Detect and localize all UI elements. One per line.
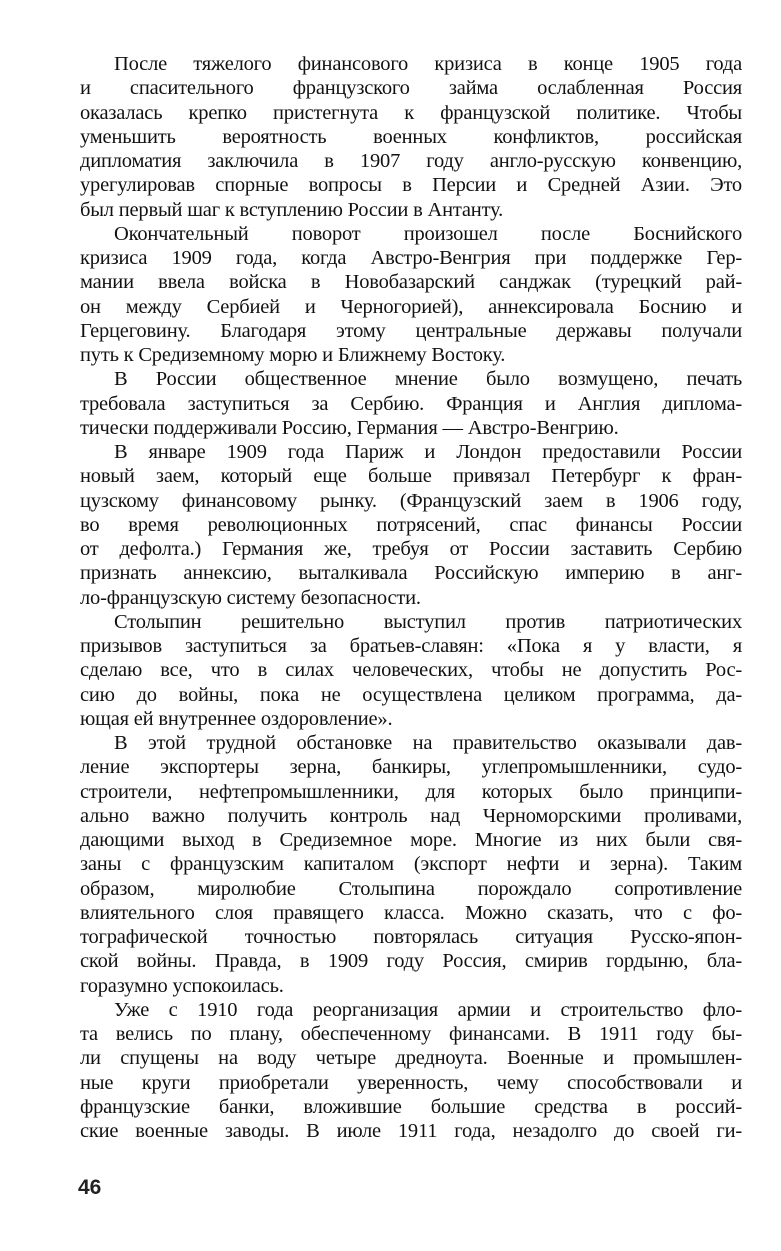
- text-line: влиятельного слоя правящего класса. Можно сказать, что с фо-: [80, 901, 742, 924]
- text-line: Уже с 1910 года реорганизация армии и строительство фло-: [114, 998, 742, 1021]
- text-line: ющая ей внутреннее оздоровление».: [80, 707, 393, 730]
- text-line: горазумно успокоилась.: [80, 974, 284, 997]
- text-line: тически поддерживали Россию, Германия — Австро-Венгрию.: [80, 416, 619, 439]
- paragraph: [80, 52, 742, 222]
- text-line: ские военные заводы. В июле 1911 года, незадолго до своей ги-: [80, 1120, 742, 1142]
- text-line: образом, миролюбие Столыпина порождало сопротивление: [80, 877, 742, 900]
- paragraph: [80, 731, 742, 998]
- text-line: кризиса 1909 года, когда Австро-Венгрия при поддержке Гер-: [80, 247, 742, 269]
- text-line: от дефолта.) Германия же, требуя от России заставить Сербию: [80, 538, 742, 560]
- text-line: дипломатия заключила в 1907 году англо-русскую конвенцию,: [80, 150, 742, 172]
- text-line: ление экспортеры зерна, банкиры, углепромышленники, судо-: [80, 756, 742, 779]
- paragraph: [80, 222, 742, 368]
- text-line: Окончательный поворот произошел после Боснийского: [114, 222, 742, 245]
- text-line: он между Сербией и Черногорией), аннексировала Боснию и: [80, 295, 742, 318]
- text-line: После тяжелого финансового кризиса в конце 1905 года: [114, 53, 742, 75]
- text-line: ло-французскую систему безопасности.: [80, 586, 421, 609]
- text-line: путь к Средиземному морю и Ближнему Востоку.: [80, 344, 506, 366]
- text-line: требовала заступиться за Сербию. Франция и Англия диплома-: [80, 392, 742, 415]
- page-number: 46: [78, 1176, 102, 1199]
- text-line: новый заем, который еще больше привязал Петербург к фран-: [80, 465, 742, 488]
- text-line: признать аннексию, выталкивала Российскую империю в анг-: [80, 562, 742, 585]
- text-line: тографической точностью повторялась ситуация Русско-япон-: [80, 926, 742, 948]
- page-body-text: [80, 52, 742, 1143]
- text-line: французские банки, вложившие большие средства в россий-: [80, 1095, 742, 1118]
- text-line: заны с французским капиталом (экспорт нефти и зерна). Таким: [80, 853, 742, 876]
- text-line: та велись по плану, обеспеченному финансами. В 1911 году бы-: [80, 1023, 742, 1045]
- text-line: ли спущены на воду четыре дредноута. Военные и промышлен-: [80, 1047, 742, 1070]
- text-line: призывов заступиться за братьев-славян: «Пока я у власти, я: [80, 635, 742, 657]
- paragraph: [80, 440, 742, 610]
- text-line: ской войны. Правда, в 1909 году Россия, смирив гордыню, бла-: [80, 950, 742, 973]
- text-line: В этой трудной обстановке на правительство оказывали дав-: [114, 732, 742, 754]
- text-line: Герцеговину. Благодаря этому центральные державы получали: [80, 319, 742, 342]
- text-line: во время революционных потрясений, спас финансы России: [80, 513, 742, 536]
- text-line: дающими выход в Средиземное море. Многие из них были свя-: [80, 829, 742, 851]
- text-line: оказалась крепко пристегнута к французской политике. Чтобы: [80, 101, 742, 124]
- text-line: ально важно получить контроль над Черноморскими проливами,: [80, 804, 742, 827]
- text-line: сделаю все, что в силах человеческих, чтобы не допустить Рос-: [80, 659, 742, 682]
- text-line: строители, нефтепромышленники, для которых было принципи-: [80, 780, 742, 803]
- text-line: ные круги приобретали уверенность, чему способствовали и: [80, 1071, 742, 1094]
- paragraph: [80, 610, 742, 731]
- text-line: В январе 1909 года Париж и Лондон предоставили России: [114, 441, 742, 463]
- text-line: Столыпин решительно выступил против патриотических: [114, 610, 742, 633]
- text-line: уменьшить вероятность военных конфликтов, российская: [80, 125, 742, 148]
- text-line: цузскому финансовому рынку. (Французский заем в 1906 году,: [80, 489, 742, 512]
- text-line: В России общественное мнение было возмущено, печать: [114, 368, 742, 391]
- text-line: мании ввела войска в Новобазарский санджак (турецкий рай-: [80, 271, 742, 294]
- text-line: и спасительного французского займа ослабленная Россия: [80, 77, 742, 100]
- paragraph: [80, 998, 742, 1144]
- text-line: был первый шаг к вступлению России в Антанту.: [80, 198, 503, 221]
- paragraph: [80, 367, 742, 440]
- text-line: сию до войны, пока не осуществлена целиком программа, да-: [80, 683, 742, 706]
- text-line: урегулировав спорные вопросы в Персии и Средней Азии. Это: [80, 174, 742, 197]
